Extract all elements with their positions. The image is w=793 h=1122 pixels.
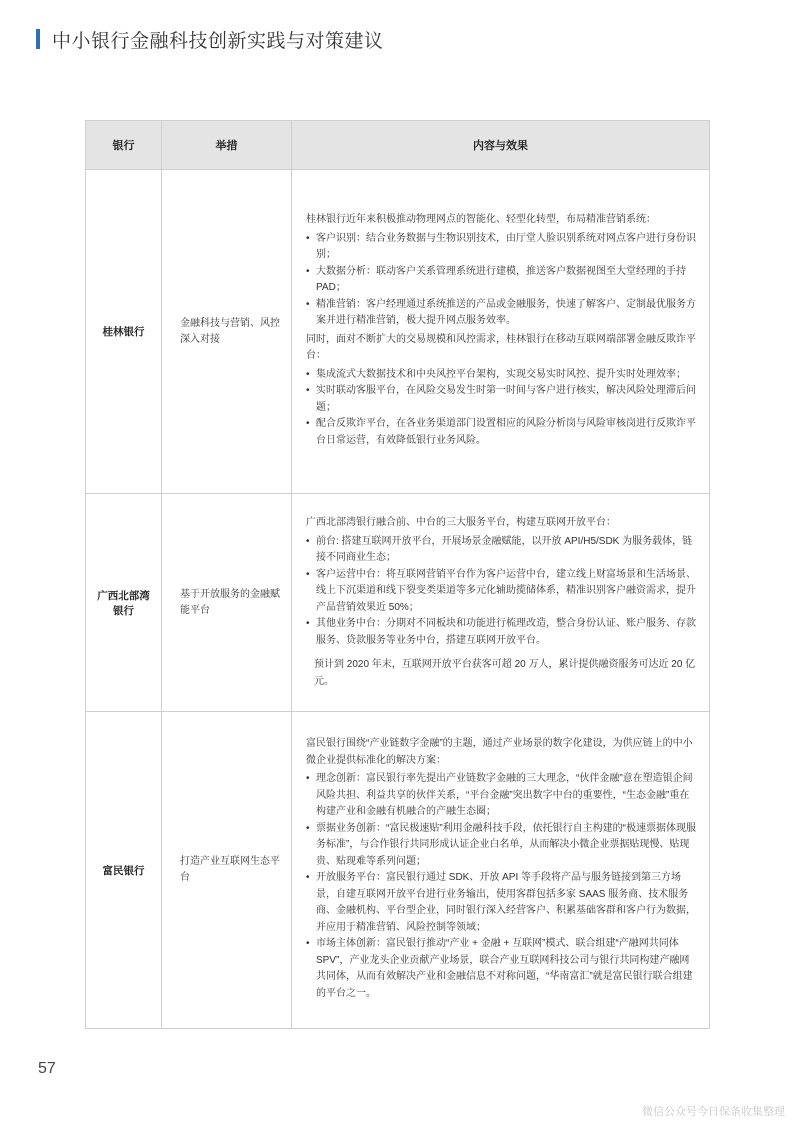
list-item: • 集成流式大数据技术和中央风控平台架构，实现交易实时风控、提升实时处理效率； bbox=[306, 367, 697, 384]
bullet-list bbox=[306, 231, 697, 330]
content-cell bbox=[292, 494, 710, 712]
measure-text: 打造产业互联网生态平台 bbox=[162, 712, 292, 1029]
measure-text: 基于开放服务的金融赋能平台 bbox=[162, 494, 292, 712]
table-row bbox=[86, 494, 710, 712]
list-item: • 配合反欺诈平台，在各业务渠道部门设置相应的风险分析岗与风险审核岗进行反欺诈平台日常运营，有效降低银行业务风险。 bbox=[306, 416, 697, 449]
list-item: • 客户识别：结合业务数据与生物识别技术，由厅堂人脸识别系统对网点客户进行身份识别； bbox=[306, 231, 697, 264]
col-header-bank: 银行 bbox=[86, 121, 162, 170]
list-item: • 开放服务平台：富民银行通过 SDK、开放 API 等手段将产品与服务链接到第三方场景，自建互联网开放平台进行业务输出，使用客群包括多家 SAAS 服务商、技术服务商、金融机构、平台型企业，同时银行深入经营客户、积累基础客群和客户行为数据，并应用于精准营销、风险控制等领域； bbox=[306, 870, 697, 936]
list-item: • 客户运营中台：将互联网营销平台作为客户运营中台，建立线上财富场景和生活场景、线上下沉渠道和线下裂变类渠道等多元化辅助揽储体系，精准识别客户融资需求，提升产品营销效果近 50%； bbox=[306, 567, 697, 617]
col-header-content: 内容与效果 bbox=[292, 121, 710, 170]
page-title: 中小银行金融科技创新实践与对策建议 bbox=[52, 30, 384, 52]
col-header-measure: 举措 bbox=[162, 121, 292, 170]
content-cell bbox=[292, 712, 710, 1029]
bullet-list bbox=[306, 534, 697, 650]
list-item: • 大数据分析：联动客户关系管理系统进行建模，推送客户数据视图至大堂经理的手持 PAD； bbox=[306, 264, 697, 297]
watermark-text: 微信公众号今日保条收集整理 bbox=[642, 1106, 785, 1118]
bullet-list bbox=[306, 771, 697, 1002]
table-header-row bbox=[86, 121, 710, 170]
page-number: 57 bbox=[38, 1060, 56, 1077]
bank-name: 富民银行 bbox=[86, 712, 162, 1029]
list-item: • 精准营销：客户经理通过系统推送的产品或金融服务，快速了解客户、定制最优服务方案并进行精准营销，极大提升网点服务效率。 bbox=[306, 297, 697, 330]
content-intro: 广西北部湾银行融合前、中台的三大服务平台，构建互联网开放平台： bbox=[306, 517, 616, 528]
list-item: • 前台: 搭建互联网开放平台，开展场景金融赋能，以开放 API/H5/SDK 为服务载体，链接不同商业生态； bbox=[306, 534, 697, 567]
bank-measures-table bbox=[85, 120, 710, 1029]
bullet-list bbox=[306, 367, 697, 450]
content-paragraph: 同时，面对不断扩大的交易规模和风控需求，桂林银行在移动互联网端部署金融反欺诈平台： bbox=[306, 333, 696, 361]
list-item: • 其他业务中台：分期对不同板块和功能进行梳理改造，整合身份认证、账户服务、存款服务、贷款服务等业务中台，搭建互联网开放平台。 bbox=[306, 616, 697, 649]
measure-text: 金融科技与营销、风控深入对接 bbox=[162, 170, 292, 494]
content-intro: 桂林银行近年来积极推动物理网点的智能化、轻型化转型，布局精准营销系统： bbox=[306, 214, 656, 225]
list-item: • 票据业务创新：“富民极速贴”利用金融科技手段，依托银行自主构建的“极速票据体现服务标准”，与合作银行共同形成认证企业白名单，从而解决小微企业票据贴现慢、贴现贵、贴现难等系列问题； bbox=[306, 821, 697, 871]
bank-name: 广西北部湾银行 bbox=[86, 494, 162, 712]
table-row bbox=[86, 170, 710, 494]
bank-name: 桂林银行 bbox=[86, 170, 162, 494]
content-cell bbox=[292, 170, 710, 494]
list-item: • 实时联动客服平台，在风险交易发生时第一时间与客户进行核实，解决风险处理滞后问题； bbox=[306, 383, 697, 416]
list-item: • 市场主体创新：富民银行推动“产业 + 金融 + 互联网”模式、联合组建“产融网共同体 SPV”，产业龙头企业贡献产业场景，联合产业互联网科技公司与银行共同构建产融网共同体，从而有效解决产业和金融信息不对称问题，“华南富汇”就是富民银行联合组建的平台之一。 bbox=[306, 936, 697, 1002]
content-note: 预计到 2020 年末，互联网开放平台获客可超 20 万人，累计提供融资服务可达近 20 亿元。 bbox=[314, 659, 696, 687]
page-header bbox=[36, 26, 384, 52]
table-row bbox=[86, 712, 710, 1029]
content-intro: 富民银行围绕“产业链数字金融”的主题，通过产业场景的数字化建设，为供应链上的中小微企业提供标准化的解决方案： bbox=[306, 738, 693, 766]
header-accent-bar bbox=[36, 29, 40, 49]
list-item: • 理念创新：富民银行率先提出产业链数字金融的三大理念，“伙伴金融”意在塑造银企间风险共担、利益共享的伙伴关系，“平台金融”突出数字中台的重要性，“生态金融”重在构建产业和金融有机融合的产融生态圈； bbox=[306, 771, 697, 821]
